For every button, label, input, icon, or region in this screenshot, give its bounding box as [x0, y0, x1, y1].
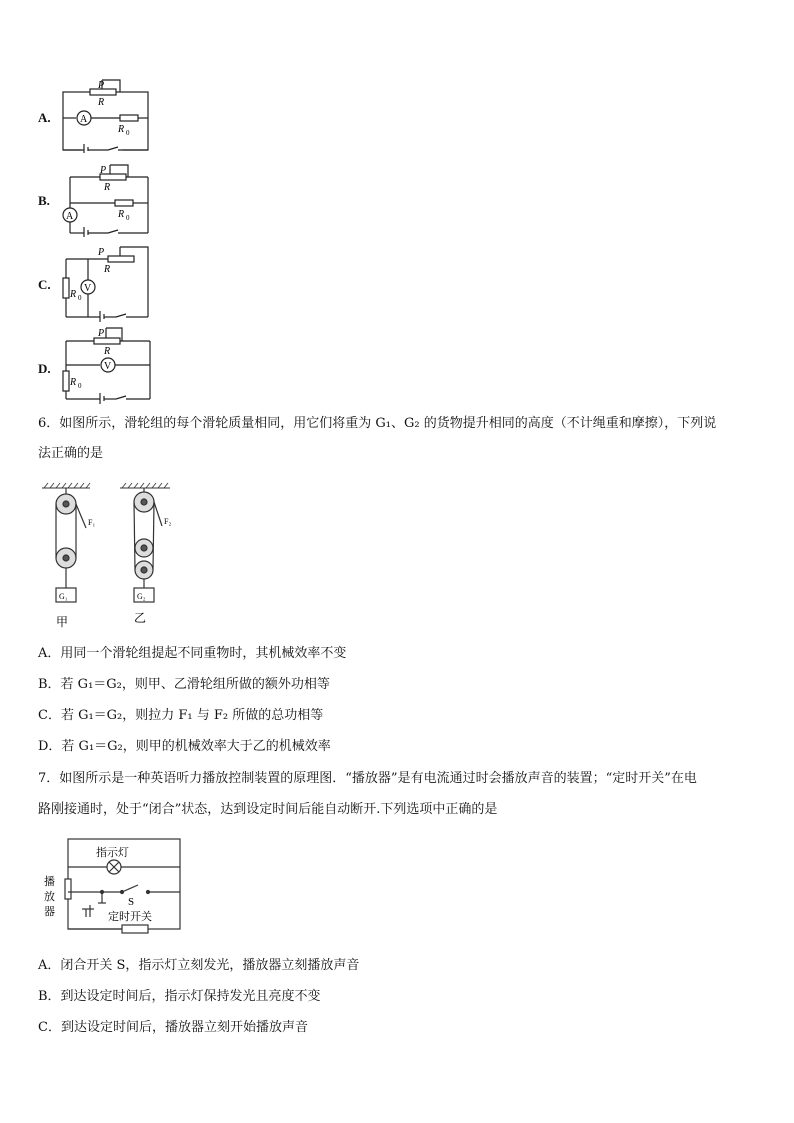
- voltmeter-label: V: [84, 283, 92, 294]
- label-r0: R: [70, 289, 77, 300]
- label-r0: R: [118, 209, 125, 220]
- weight-g1-label: G₁: [59, 592, 68, 601]
- label-r0-sub: 0: [78, 382, 82, 390]
- weight-g2-label: G₂: [137, 592, 146, 601]
- circuit-diagram-a: [60, 78, 160, 154]
- switch-s-label: S: [128, 896, 135, 908]
- q7-stem-line2: 路刚接通时，处于“闭合”状态，达到设定时间后能自动断开.下列选项中正确的是: [38, 802, 498, 817]
- player-circuit-figure: [42, 835, 192, 937]
- q7-stem-line1: 7．如图所示是一种英语听力播放控制装置的原理图．“播放器”是有电流通过时会播放声音的装置；“定时开关”在电: [38, 771, 697, 786]
- circuit-diagram-c: [60, 245, 160, 325]
- timer-label: 定时开关: [108, 911, 152, 923]
- player-label-3: 器: [44, 906, 55, 918]
- q7-option-b[interactable]: B．到达设定时间后，指示灯保持发光且亮度不变: [38, 989, 321, 1004]
- option-label: A.: [38, 110, 51, 125]
- label-r: R: [104, 264, 111, 275]
- circuit-diagram-b: [60, 163, 160, 239]
- option-label: C.: [38, 277, 51, 292]
- label-p: P: [100, 165, 107, 176]
- q6-stem-line2: 法正确的是: [38, 446, 104, 461]
- circuit-diagram-d: [60, 325, 160, 405]
- pulley-figure: [38, 478, 188, 628]
- player-label-1: 播: [44, 876, 55, 888]
- q6-stem-line1: 6．如图所示，滑轮组的每个滑轮质量相同，用它们将重为 G₁、G₂ 的货物提升相同的高度（不计绳重和摩擦），下列说: [38, 416, 717, 431]
- lamp-label: 指示灯: [96, 847, 129, 859]
- q7-option-a[interactable]: A．闭合开关 S，指示灯立刻发光，播放器立刻播放声音: [38, 958, 360, 973]
- force-f1-label: F₁: [88, 518, 96, 527]
- caption-jia: 甲: [56, 615, 69, 628]
- label-r: R: [98, 97, 105, 108]
- label-r0-sub: 0: [78, 294, 82, 302]
- player-label-2: 放: [44, 891, 55, 903]
- option-label: D.: [38, 361, 51, 376]
- ammeter-label: A: [66, 211, 74, 222]
- label-p: P: [98, 247, 105, 258]
- force-f2-label: F₂: [164, 517, 172, 526]
- label-p: P: [98, 328, 105, 339]
- q6-option-d[interactable]: D．若 G₁＝G₂，则甲的机械效率大于乙的机械效率: [38, 739, 331, 754]
- option-label: B.: [38, 193, 50, 208]
- q6-option-c[interactable]: C．若 G₁＝G₂，则拉力 F₁ 与 F₂ 所做的总功相等: [38, 708, 324, 723]
- label-r0-sub: 0: [126, 214, 130, 222]
- label-r0: R: [70, 377, 77, 388]
- label-r: R: [104, 182, 111, 193]
- label-r0-sub: 0: [126, 129, 130, 137]
- q7-option-c[interactable]: C．到达设定时间后，播放器立刻开始播放声音: [38, 1020, 308, 1035]
- label-r0: R: [118, 124, 125, 135]
- q6-option-a[interactable]: A．用同一个滑轮组提起不同重物时，其机械效率不变: [38, 646, 347, 661]
- q6-option-b[interactable]: B．若 G₁＝G₂，则甲、乙滑轮组所做的额外功相等: [38, 677, 330, 692]
- ammeter-label: A: [80, 114, 88, 125]
- label-p: P: [98, 80, 105, 91]
- caption-yi: 乙: [134, 611, 147, 625]
- label-r: R: [104, 346, 111, 357]
- voltmeter-label: V: [104, 361, 112, 372]
